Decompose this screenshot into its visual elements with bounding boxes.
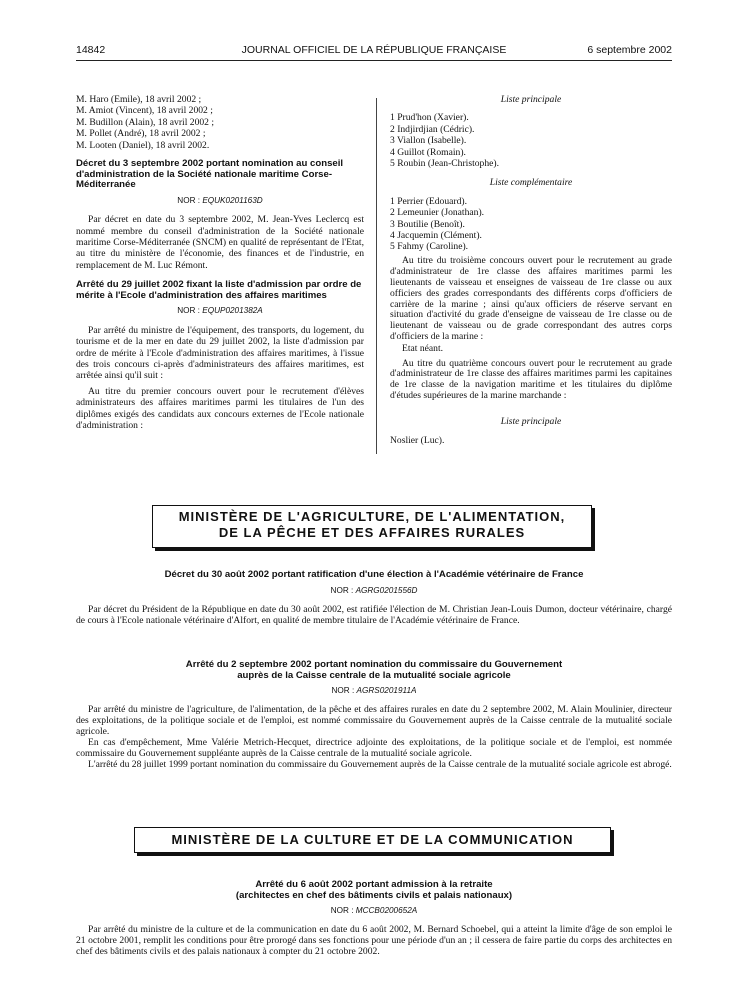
ministry-agriculture-line-1: MINISTÈRE DE L'AGRICULTURE, DE L'ALIMENTATION, — [178, 509, 566, 524]
issue-date: 6 septembre 2002 — [587, 44, 672, 56]
header-rule — [76, 60, 672, 61]
list-item: 3 Viallon (Isabelle). — [390, 135, 467, 147]
list-item: Noslier (Luc). — [390, 434, 445, 446]
ministry-agriculture-heading — [152, 505, 592, 548]
list-principale — [390, 112, 672, 169]
page-number: 14842 — [76, 44, 106, 56]
right-column — [390, 94, 672, 454]
agri-decret-section — [76, 570, 672, 626]
list-complementaire-label: Liste complémentaire — [489, 177, 573, 189]
culture-arrete-nor: NOR : MCCB0200652A — [330, 906, 418, 916]
list-principale-2-label: Liste principale — [500, 416, 562, 428]
list-item: 5 Fahmy (Caroline). — [390, 241, 469, 253]
list-principale-label: Liste principale — [500, 94, 562, 105]
names-item: M. Looten (Daniel), 18 avril 2002. — [76, 139, 210, 151]
agri-arrete-nor: NOR : AGRS0201911A — [331, 686, 417, 696]
decree-sncm-nor: NOR : EQUK0201163D — [177, 195, 263, 205]
journal-title: JOURNAL OFFICIEL DE LA RÉPUBLIQUE FRANÇAISE — [241, 44, 507, 56]
agri-decret-body: Par décret du Président de la République en date du 30 août 2002, est ratifiée l'élection de M. Christian Jean-Louis Dumon, docteur vétérinaire, chargé de cours à l'Ecole nationale vétérinaire d'Alfort, en qualité de membre titulaire de l'Académie vétérinaire de France. — [76, 603, 672, 626]
names-item: M. Budillon (Alain), 18 avril 2002 ; — [76, 116, 215, 128]
list-item: 3 Boutilie (Benoît). — [390, 218, 465, 230]
agri-arrete-body-1: Par arrêté du ministre de l'agriculture, de l'alimentation, de la pêche et des affaires rurales en date du 2 septembre 2002, M. Alain Moulinier, directeur des exploitations, de la politique sociale et de l'emploi, est nommé commissaire du Gouvernement auprès de la Caisse centrale de la mutualité sociale agricole. — [76, 704, 672, 738]
arrete-maritime-nor: NOR : EQUP0201382A — [177, 306, 263, 316]
list-item: 4 Guillot (Romain). — [390, 146, 466, 158]
agri-arrete-title: Arrêté du 2 septembre 2002 portant nomination du commissaire du Gouvernement auprès de la Caisse centrale de la mutualité sociale agricole — [185, 659, 563, 681]
list-complementaire — [390, 196, 672, 253]
culture-arrete-body: Par arrêté du ministre de la culture et de la communication en date du 6 août 2002, M. Bernard Schoebel, qui a atteint la limite d'âge de son emploi le 21 octobre 2001, remplit les conditions pour être prorogé dans ses fonctions pour une période d'un an ; il cessera de faire partie du corps des architectes en chef des bâtiments civils et des palais nationaux à compter du 21 octobre 2002. — [76, 924, 672, 958]
list-item: 2 Lemeunier (Jonathan). — [390, 207, 485, 219]
ministry-agriculture-line-2: DE LA PÊCHE ET DES AFFAIRES RURALES — [218, 525, 526, 540]
ministry-culture-heading — [134, 827, 611, 853]
agri-decret-nor: NOR : AGRG0201556D — [330, 585, 418, 595]
arrete-maritime-body-1: Par arrêté du ministre de l'équipement, des transports, du logement, du tourisme et de la mer en date du 29 juillet 2002, la liste d'admission par ordre de mérite à l'Ecole d'administration des affaires maritimes, à l'issue des trois concours ci-après d'administrateurs des affaires maritimes, est arrêtée ainsi qu'il suit : — [76, 324, 364, 382]
agri-arrete-body-2: En cas d'empêchement, Mme Valérie Metrich-Hecquet, directrice adjointe des exploitations, de la politique sociale et de l'emploi, est nommée commissaire du Gouvernement suppléante auprès de la Caisse centrale de la mutualité sociale agricole. — [76, 737, 672, 760]
names-item: M. Amiot (Vincent), 18 avril 2002 ; — [76, 105, 213, 117]
ministry-culture-line-1: MINISTÈRE DE LA CULTURE ET DE LA COMMUNICATION — [171, 832, 574, 847]
agri-arrete-section — [76, 660, 672, 770]
arrete-maritime-body-2: Au titre du premier concours ouvert pour le recrutement d'élèves administrateurs des affaires maritimes parmi les titulaires de l'un des diplômes exigés des candidats aux concours externes de l'Ecole nationale d'administration : — [76, 385, 364, 432]
agri-decret-title: Décret du 30 août 2002 portant ratification d'une élection à l'Académie vétérinaire de France — [164, 569, 584, 580]
culture-arrete-section — [76, 880, 672, 957]
fourth-concours-text: Au titre du quatrième concours ouvert pour le recrutement au grade d'administrateur de 1re classe des affaires maritimes parmi les capitaines de 1re classe de la navigation maritime et les titulaires du diplôme d'études supérieures de la marine marchande : — [390, 357, 672, 402]
etat-neant: Etat néant. — [402, 343, 444, 355]
list-item: 1 Prud'hon (Xavier). — [390, 112, 469, 124]
list-item: 4 Jacquemin (Clément). — [390, 230, 482, 242]
list-item: 5 Roubin (Jean-Christophe). — [390, 158, 499, 170]
list-principale-2 — [390, 435, 672, 446]
left-column — [76, 94, 364, 432]
decree-sncm-title: Décret du 3 septembre 2002 portant nomination au conseil d'administration de la Société nationale maritime Corse-Méditerranée — [76, 158, 344, 191]
decree-sncm-body: Par décret en date du 3 septembre 2002, M. Jean-Yves Leclercq est nommé membre du conseil d'administration de la Société nationale maritime Corse-Méditerranée (SNCM) en qualité de représentant de l'Etat, au titre du ministère de l'économie, des finances et de l'industrie, en remplacement de M. Luc Rémont. — [76, 214, 364, 271]
agri-arrete-body-3: L'arrêté du 28 juillet 1999 portant nomination du commissaire du Gouvernement auprès de la Caisse centrale de la mutualité sociale agricole est abrogé. — [88, 759, 672, 771]
culture-arrete-title: Arrêté du 6 août 2002 portant admission à la retraite (architectes en chef des bâtiments civils et palais nationaux) — [235, 879, 513, 901]
list-item: 2 Indjirdjian (Cédric). — [390, 123, 475, 135]
arrete-maritime-title: Arrêté du 29 juillet 2002 fixant la liste d'admission par ordre de mérite à l'Ecole d'administration des affaires maritimes — [76, 279, 362, 301]
list-item: 1 Perrier (Edouard). — [390, 195, 467, 207]
names-item: M. Haro (Emile), 18 avril 2002 ; — [76, 94, 202, 105]
names-list — [76, 94, 364, 151]
third-concours-text: Au titre du troisième concours ouvert pour le recrutement au grade d'administrateur de 1re classe des affaires maritimes parmi les lieutenants de vaisseau et enseignes de vaisseau de 1re classe ou aux officiers des grades correspondants des différents corps d'officiers de carrière de la marine ; ainsi qu'aux officiers de réserve servant en situation d'activité du grade d'enseigne de vaisseau de 1re classe ou de lieutenant de vaisseau ou de grade correspondant des autres corps d'officiers de la marine : — [390, 254, 672, 343]
column-divider — [376, 98, 377, 454]
names-item: M. Pollet (André), 18 avril 2002 ; — [76, 128, 206, 140]
page-header — [76, 44, 672, 60]
